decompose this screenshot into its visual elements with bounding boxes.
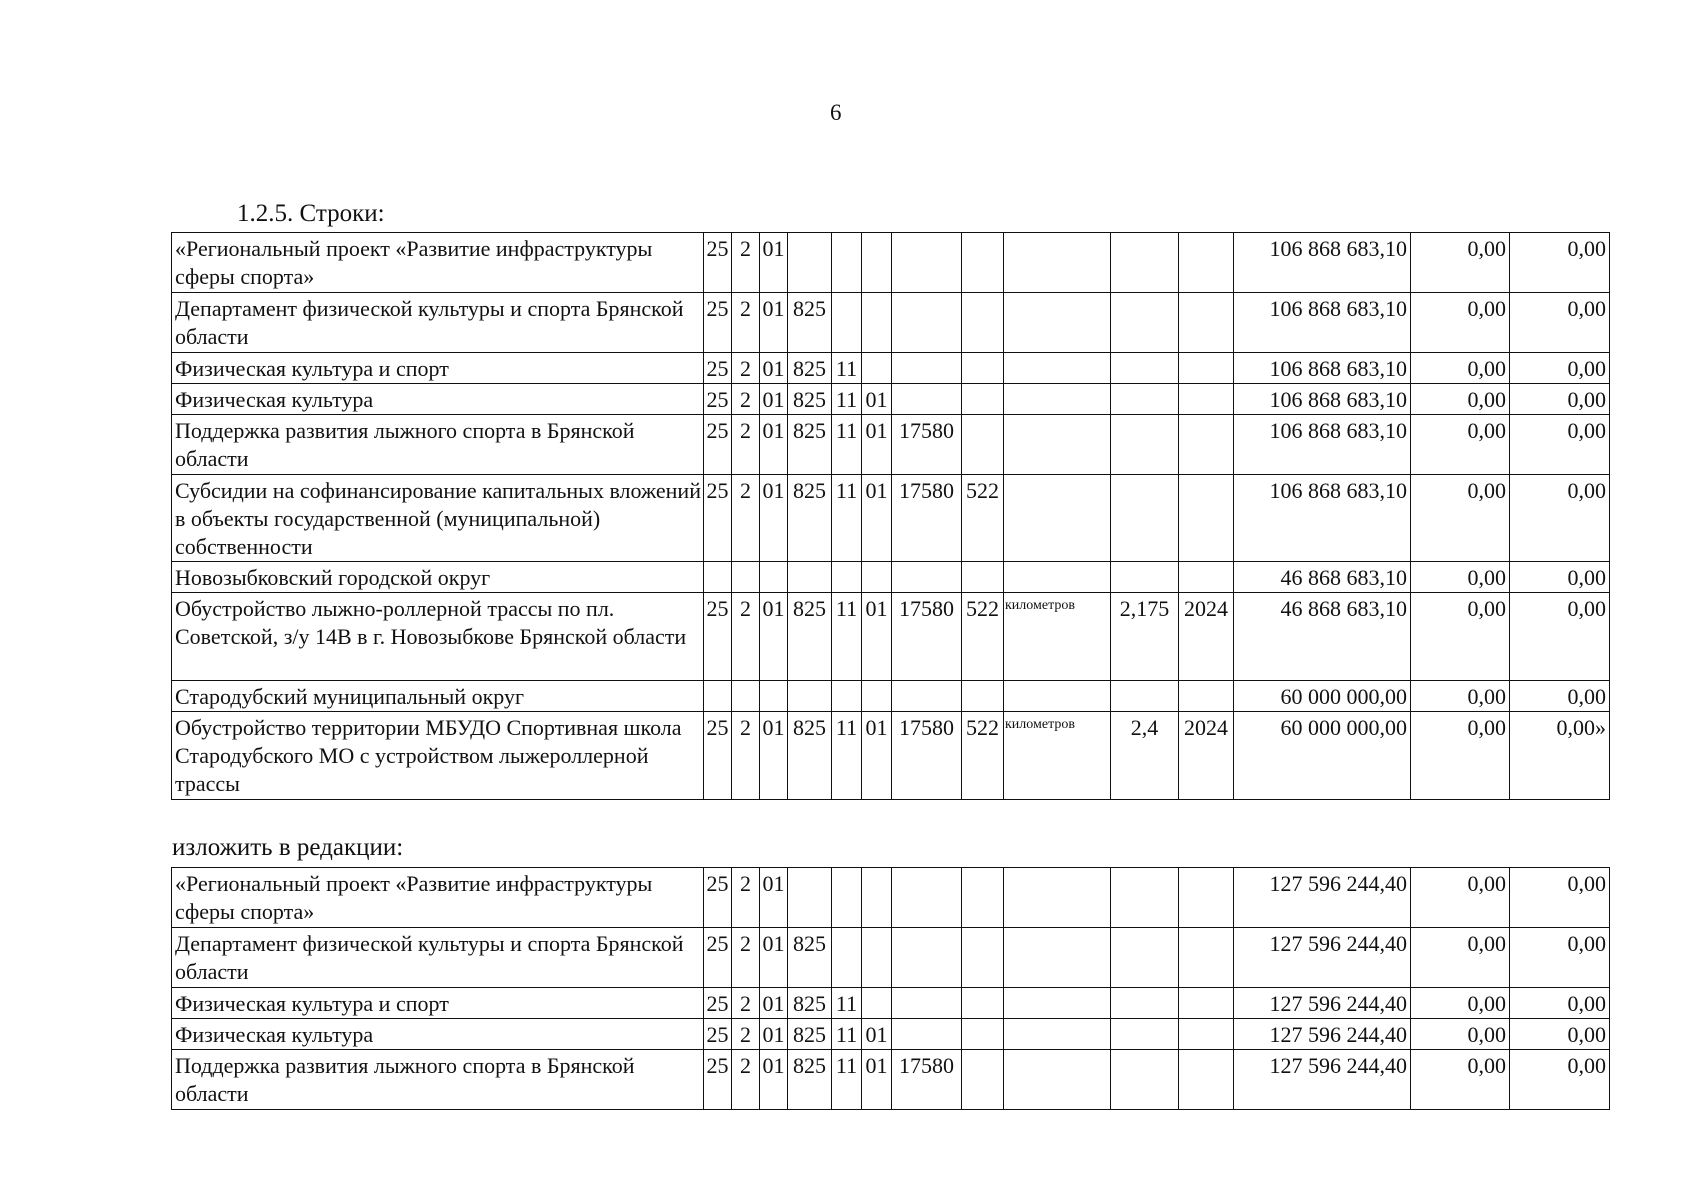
unit-cell bbox=[1004, 928, 1111, 988]
amount-year3: 0,00 bbox=[1510, 1050, 1610, 1110]
quantity-cell bbox=[1111, 353, 1179, 384]
code-grbs bbox=[788, 868, 832, 928]
row-name: Новозыбковский городской округ bbox=[172, 562, 704, 593]
year-cell bbox=[1179, 293, 1234, 353]
code-grbs bbox=[788, 562, 832, 593]
heading-rows: 1.2.5. Строки: bbox=[237, 200, 385, 227]
code-subprogram: 2 bbox=[732, 1050, 760, 1110]
code-grbs: 825 bbox=[788, 293, 832, 353]
code-subprogram: 2 bbox=[732, 384, 760, 415]
row-name: Поддержка развития лыжного спорта в Брянской области bbox=[172, 415, 704, 475]
table-after bbox=[171, 867, 1610, 1110]
code-section bbox=[832, 562, 862, 593]
code-subsection bbox=[862, 353, 892, 384]
code-subprogram: 2 bbox=[732, 415, 760, 475]
code-subprogram: 2 bbox=[732, 928, 760, 988]
row-name: Обустройство территории МБУДО Спортивная школа Стародубского МО с устройством лыжероллерной трассы bbox=[172, 712, 704, 800]
code-subsection: 01 bbox=[862, 384, 892, 415]
code-program: 25 bbox=[704, 353, 732, 384]
code-subsection: 01 bbox=[862, 712, 892, 800]
amount-year2: 0,00 bbox=[1411, 593, 1510, 681]
amount-year2: 0,00 bbox=[1411, 712, 1510, 800]
unit-cell bbox=[1004, 988, 1111, 1019]
year-cell bbox=[1179, 562, 1234, 593]
table-row bbox=[172, 928, 1610, 988]
amount-year1: 127 596 244,40 bbox=[1234, 1019, 1411, 1050]
table-row bbox=[172, 562, 1610, 593]
year-cell: 2024 bbox=[1179, 712, 1234, 800]
code-subsection bbox=[862, 233, 892, 293]
code-project: 01 bbox=[760, 293, 788, 353]
amount-year1: 60 000 000,00 bbox=[1234, 681, 1411, 712]
unit-cell bbox=[1004, 562, 1111, 593]
table-row bbox=[172, 353, 1610, 384]
unit-cell bbox=[1004, 475, 1111, 562]
row-name: Субсидии на софинансирование капитальных вложений в объекты государственной (муниципальной) собственности bbox=[172, 475, 704, 562]
code-program: 25 bbox=[704, 928, 732, 988]
table-row bbox=[172, 293, 1610, 353]
amount-year3: 0,00 bbox=[1510, 293, 1610, 353]
amount-year1: 106 868 683,10 bbox=[1234, 293, 1411, 353]
code-expense-type bbox=[962, 681, 1004, 712]
row-name: Департамент физической культуры и спорта Брянской области bbox=[172, 928, 704, 988]
code-direction bbox=[892, 868, 962, 928]
code-subsection bbox=[862, 928, 892, 988]
code-subsection bbox=[862, 868, 892, 928]
amount-year3: 0,00 bbox=[1510, 1019, 1610, 1050]
code-program bbox=[704, 562, 732, 593]
unit-cell bbox=[1004, 384, 1111, 415]
unit-cell bbox=[1004, 868, 1111, 928]
code-section: 11 bbox=[832, 415, 862, 475]
amount-year2: 0,00 bbox=[1411, 415, 1510, 475]
amount-year1: 106 868 683,10 bbox=[1234, 384, 1411, 415]
unit-cell bbox=[1004, 233, 1111, 293]
quantity-cell bbox=[1111, 928, 1179, 988]
code-expense-type bbox=[962, 415, 1004, 475]
code-grbs: 825 bbox=[788, 712, 832, 800]
table-row bbox=[172, 681, 1610, 712]
row-name: Обустройство лыжно-роллерной трассы по пл. Советской, з/у 14В в г. Новозыбкове Брянской области bbox=[172, 593, 704, 681]
code-subsection bbox=[862, 681, 892, 712]
table-row bbox=[172, 712, 1610, 800]
code-direction bbox=[892, 1019, 962, 1050]
code-direction bbox=[892, 988, 962, 1019]
code-expense-type bbox=[962, 988, 1004, 1019]
quantity-cell bbox=[1111, 1019, 1179, 1050]
quantity-cell bbox=[1111, 988, 1179, 1019]
code-direction bbox=[892, 293, 962, 353]
amount-year3: 0,00 bbox=[1510, 988, 1610, 1019]
year-cell bbox=[1179, 1019, 1234, 1050]
code-direction bbox=[892, 562, 962, 593]
code-direction bbox=[892, 353, 962, 384]
unit-cell: километров bbox=[1004, 593, 1111, 681]
quantity-cell: 2,175 bbox=[1111, 593, 1179, 681]
code-program: 25 bbox=[704, 988, 732, 1019]
quantity-cell bbox=[1111, 415, 1179, 475]
code-subprogram: 2 bbox=[732, 988, 760, 1019]
amount-year2: 0,00 bbox=[1411, 353, 1510, 384]
year-cell bbox=[1179, 475, 1234, 562]
amount-year3: 0,00 bbox=[1510, 353, 1610, 384]
code-project: 01 bbox=[760, 475, 788, 562]
amount-year2: 0,00 bbox=[1411, 293, 1510, 353]
year-cell bbox=[1179, 868, 1234, 928]
code-grbs bbox=[788, 681, 832, 712]
page-number: 6 bbox=[830, 100, 842, 125]
amount-year1: 106 868 683,10 bbox=[1234, 475, 1411, 562]
amount-year1: 127 596 244,40 bbox=[1234, 868, 1411, 928]
year-cell: 2024 bbox=[1179, 593, 1234, 681]
code-program: 25 bbox=[704, 415, 732, 475]
amount-year3: 0,00 bbox=[1510, 415, 1610, 475]
quantity-cell bbox=[1111, 384, 1179, 415]
code-project: 01 bbox=[760, 928, 788, 988]
year-cell bbox=[1179, 988, 1234, 1019]
code-section bbox=[832, 681, 862, 712]
code-direction bbox=[892, 681, 962, 712]
code-project bbox=[760, 681, 788, 712]
code-grbs: 825 bbox=[788, 593, 832, 681]
row-name: «Региональный проект «Развитие инфраструктуры сферы спорта» bbox=[172, 868, 704, 928]
heading-new-edition: изложить в редакции: bbox=[172, 834, 404, 861]
amount-year1: 106 868 683,10 bbox=[1234, 233, 1411, 293]
code-expense-type bbox=[962, 1050, 1004, 1110]
table-before bbox=[171, 232, 1610, 800]
code-expense-type bbox=[962, 562, 1004, 593]
amount-year2: 0,00 bbox=[1411, 681, 1510, 712]
code-section: 11 bbox=[832, 475, 862, 562]
code-subsection: 01 bbox=[862, 1019, 892, 1050]
amount-year3: 0,00 bbox=[1510, 475, 1610, 562]
code-grbs: 825 bbox=[788, 384, 832, 415]
code-expense-type: 522 bbox=[962, 712, 1004, 800]
code-grbs: 825 bbox=[788, 988, 832, 1019]
amount-year3: 0,00 bbox=[1510, 384, 1610, 415]
code-grbs: 825 bbox=[788, 1019, 832, 1050]
quantity-cell bbox=[1111, 868, 1179, 928]
row-name: Физическая культура и спорт bbox=[172, 988, 704, 1019]
amount-year1: 60 000 000,00 bbox=[1234, 712, 1411, 800]
code-section: 11 bbox=[832, 988, 862, 1019]
amount-year1: 127 596 244,40 bbox=[1234, 988, 1411, 1019]
code-subsection bbox=[862, 293, 892, 353]
table-row bbox=[172, 384, 1610, 415]
code-subprogram: 2 bbox=[732, 868, 760, 928]
code-project: 01 bbox=[760, 233, 788, 293]
row-name: Физическая культура bbox=[172, 1019, 704, 1050]
code-direction: 17580 bbox=[892, 415, 962, 475]
code-expense-type bbox=[962, 353, 1004, 384]
table-row bbox=[172, 593, 1610, 681]
code-subprogram bbox=[732, 562, 760, 593]
year-cell bbox=[1179, 1050, 1234, 1110]
amount-year2: 0,00 bbox=[1411, 233, 1510, 293]
code-direction bbox=[892, 928, 962, 988]
unit-cell bbox=[1004, 415, 1111, 475]
code-expense-type bbox=[962, 868, 1004, 928]
code-subsection: 01 bbox=[862, 593, 892, 681]
code-project: 01 bbox=[760, 384, 788, 415]
amount-year2: 0,00 bbox=[1411, 562, 1510, 593]
amount-year3: 0,00 bbox=[1510, 593, 1610, 681]
code-direction bbox=[892, 233, 962, 293]
unit-cell: километров bbox=[1004, 712, 1111, 800]
year-cell bbox=[1179, 928, 1234, 988]
code-grbs: 825 bbox=[788, 928, 832, 988]
code-expense-type bbox=[962, 384, 1004, 415]
code-direction: 17580 bbox=[892, 475, 962, 562]
code-subprogram: 2 bbox=[732, 1019, 760, 1050]
amount-year2: 0,00 bbox=[1411, 868, 1510, 928]
code-section bbox=[832, 868, 862, 928]
code-subprogram: 2 bbox=[732, 712, 760, 800]
amount-year2: 0,00 bbox=[1411, 1050, 1510, 1110]
row-name: Поддержка развития лыжного спорта в Брянской области bbox=[172, 1050, 704, 1110]
code-section: 11 bbox=[832, 384, 862, 415]
code-subsection: 01 bbox=[862, 1050, 892, 1110]
amount-year1: 106 868 683,10 bbox=[1234, 353, 1411, 384]
code-program: 25 bbox=[704, 712, 732, 800]
amount-year3: 0,00 bbox=[1510, 681, 1610, 712]
code-program bbox=[704, 681, 732, 712]
amount-year1: 46 868 683,10 bbox=[1234, 593, 1411, 681]
table-row bbox=[172, 868, 1610, 928]
table-row bbox=[172, 1019, 1610, 1050]
unit-cell bbox=[1004, 681, 1111, 712]
code-program: 25 bbox=[704, 1019, 732, 1050]
amount-year3: 0,00 bbox=[1510, 868, 1610, 928]
unit-cell bbox=[1004, 293, 1111, 353]
code-direction bbox=[892, 384, 962, 415]
code-project: 01 bbox=[760, 593, 788, 681]
quantity-cell bbox=[1111, 681, 1179, 712]
amount-year3: 0,00 bbox=[1510, 562, 1610, 593]
amount-year2: 0,00 bbox=[1411, 988, 1510, 1019]
quantity-cell bbox=[1111, 233, 1179, 293]
code-subprogram: 2 bbox=[732, 593, 760, 681]
amount-year3: 0,00 bbox=[1510, 928, 1610, 988]
code-program: 25 bbox=[704, 593, 732, 681]
code-section: 11 bbox=[832, 1019, 862, 1050]
code-section: 11 bbox=[832, 712, 862, 800]
code-project: 01 bbox=[760, 712, 788, 800]
code-subsection: 01 bbox=[862, 475, 892, 562]
quantity-cell bbox=[1111, 562, 1179, 593]
amount-year2: 0,00 bbox=[1411, 475, 1510, 562]
code-subsection: 01 bbox=[862, 415, 892, 475]
code-subprogram: 2 bbox=[732, 353, 760, 384]
code-subsection bbox=[862, 988, 892, 1019]
row-name: Физическая культура bbox=[172, 384, 704, 415]
code-expense-type: 522 bbox=[962, 593, 1004, 681]
code-project: 01 bbox=[760, 1019, 788, 1050]
code-grbs: 825 bbox=[788, 415, 832, 475]
quantity-cell: 2,4 bbox=[1111, 712, 1179, 800]
amount-year1: 46 868 683,10 bbox=[1234, 562, 1411, 593]
unit-cell bbox=[1004, 353, 1111, 384]
code-subprogram: 2 bbox=[732, 475, 760, 562]
code-program: 25 bbox=[704, 384, 732, 415]
amount-year3: 0,00 bbox=[1510, 233, 1610, 293]
code-grbs: 825 bbox=[788, 353, 832, 384]
code-section: 11 bbox=[832, 593, 862, 681]
code-project: 01 bbox=[760, 415, 788, 475]
code-grbs: 825 bbox=[788, 475, 832, 562]
table-row bbox=[172, 415, 1610, 475]
table-row bbox=[172, 475, 1610, 562]
code-direction: 17580 bbox=[892, 593, 962, 681]
code-direction: 17580 bbox=[892, 1050, 962, 1110]
code-direction: 17580 bbox=[892, 712, 962, 800]
year-cell bbox=[1179, 415, 1234, 475]
amount-year3: 0,00» bbox=[1510, 712, 1610, 800]
table-row bbox=[172, 988, 1610, 1019]
table-row bbox=[172, 1050, 1610, 1110]
code-project: 01 bbox=[760, 868, 788, 928]
amount-year2: 0,00 bbox=[1411, 1019, 1510, 1050]
year-cell bbox=[1179, 681, 1234, 712]
code-program: 25 bbox=[704, 868, 732, 928]
code-program: 25 bbox=[704, 233, 732, 293]
table-row bbox=[172, 233, 1610, 293]
code-program: 25 bbox=[704, 1050, 732, 1110]
code-project: 01 bbox=[760, 1050, 788, 1110]
code-section bbox=[832, 233, 862, 293]
amount-year1: 106 868 683,10 bbox=[1234, 415, 1411, 475]
code-program: 25 bbox=[704, 475, 732, 562]
year-cell bbox=[1179, 353, 1234, 384]
code-section bbox=[832, 293, 862, 353]
quantity-cell bbox=[1111, 1050, 1179, 1110]
code-grbs: 825 bbox=[788, 1050, 832, 1110]
code-section bbox=[832, 928, 862, 988]
unit-cell bbox=[1004, 1050, 1111, 1110]
quantity-cell bbox=[1111, 293, 1179, 353]
row-name: Физическая культура и спорт bbox=[172, 353, 704, 384]
year-cell bbox=[1179, 233, 1234, 293]
amount-year1: 127 596 244,40 bbox=[1234, 1050, 1411, 1110]
code-expense-type bbox=[962, 928, 1004, 988]
amount-year1: 127 596 244,40 bbox=[1234, 928, 1411, 988]
code-section: 11 bbox=[832, 353, 862, 384]
quantity-cell bbox=[1111, 475, 1179, 562]
amount-year2: 0,00 bbox=[1411, 928, 1510, 988]
code-expense-type bbox=[962, 293, 1004, 353]
code-expense-type: 522 bbox=[962, 475, 1004, 562]
row-name: Департамент физической культуры и спорта Брянской области bbox=[172, 293, 704, 353]
code-subprogram bbox=[732, 681, 760, 712]
year-cell bbox=[1179, 384, 1234, 415]
code-subprogram: 2 bbox=[732, 293, 760, 353]
code-program: 25 bbox=[704, 293, 732, 353]
code-expense-type bbox=[962, 1019, 1004, 1050]
unit-cell bbox=[1004, 1019, 1111, 1050]
code-subprogram: 2 bbox=[732, 233, 760, 293]
code-subsection bbox=[862, 562, 892, 593]
code-grbs bbox=[788, 233, 832, 293]
row-name: Стародубский муниципальный округ bbox=[172, 681, 704, 712]
code-project bbox=[760, 562, 788, 593]
code-project: 01 bbox=[760, 988, 788, 1019]
code-project: 01 bbox=[760, 353, 788, 384]
code-expense-type bbox=[962, 233, 1004, 293]
amount-year2: 0,00 bbox=[1411, 384, 1510, 415]
code-section: 11 bbox=[832, 1050, 862, 1110]
row-name: «Региональный проект «Развитие инфраструктуры сферы спорта» bbox=[172, 233, 704, 293]
